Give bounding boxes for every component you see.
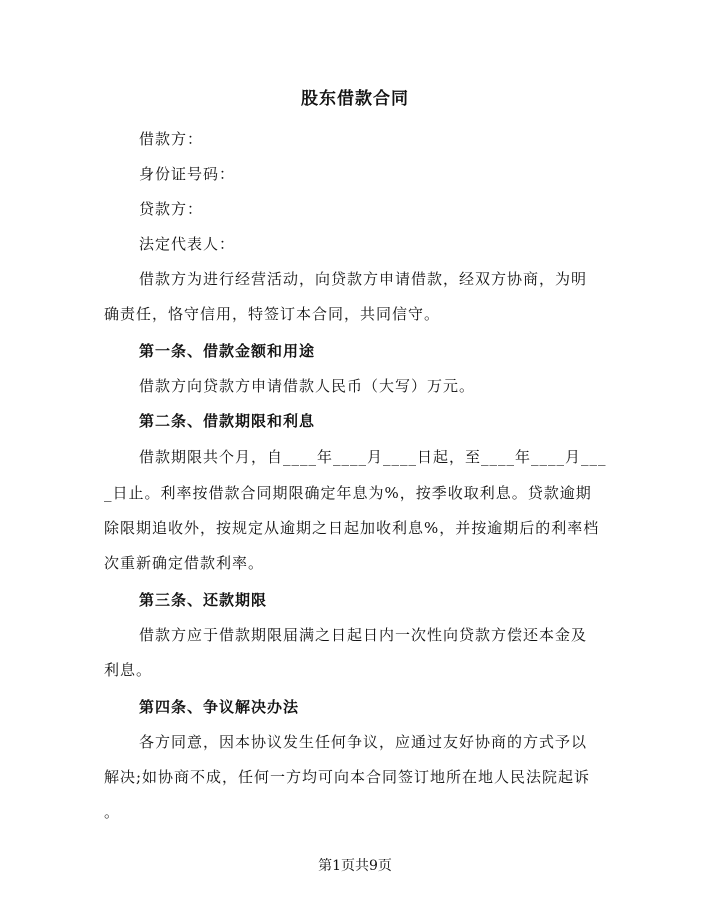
article-2-line-1: 借款期限共个月，自____年____月____日起，至____年____月___: [139, 448, 607, 466]
article-4-line-2: 解决;如协商不成，任何一方均可向本合同签订地所在地人民法院起诉: [104, 768, 591, 786]
article-3-heading: 第三条、还款期限: [139, 591, 268, 609]
document-title: 股东借款合同: [301, 89, 409, 109]
page-number: 第1页共9页: [318, 858, 392, 874]
article-2-line-2: _日止。利率按借款合同期限确定年息为%，按季收取利息。贷款逾期: [104, 484, 592, 502]
article-2-line-3: 除限期追收外，按规定从逾期之日起加收利息%，并按逾期后的利率档: [104, 519, 600, 537]
article-2-line-4: 次重新确定借款利率。: [104, 554, 265, 572]
article-2-heading: 第二条、借款期限和利息: [139, 412, 316, 430]
article-1-line-1: 借款方向贷款方申请借款人民币（大写）万元。: [139, 377, 476, 395]
article-3-line-1: 借款方应于借款期限届满之日起日内一次性向贷款方偿还本金及: [139, 626, 588, 644]
article-3-line-2: 利息。: [104, 661, 153, 679]
legal-rep-field: 法定代表人：: [139, 235, 236, 253]
id-number-field: 身份证号码：: [139, 165, 236, 183]
article-4-line-3: 。: [104, 803, 121, 821]
preamble-line-1: 借款方为进行经营活动，向贷款方申请借款，经双方协商，为明: [139, 270, 588, 288]
article-1-heading: 第一条、借款金额和用途: [139, 342, 316, 360]
article-4-line-1: 各方同意，因本协议发生任何争议，应通过友好协商的方式予以: [139, 733, 588, 751]
borrower-field: 借款方：: [139, 130, 204, 148]
lender-field: 贷款方：: [139, 200, 204, 218]
preamble-line-2: 确责任，恪守信用，特签订本合同，共同信守。: [104, 305, 441, 323]
article-4-heading: 第四条、争议解决办法: [139, 698, 300, 716]
